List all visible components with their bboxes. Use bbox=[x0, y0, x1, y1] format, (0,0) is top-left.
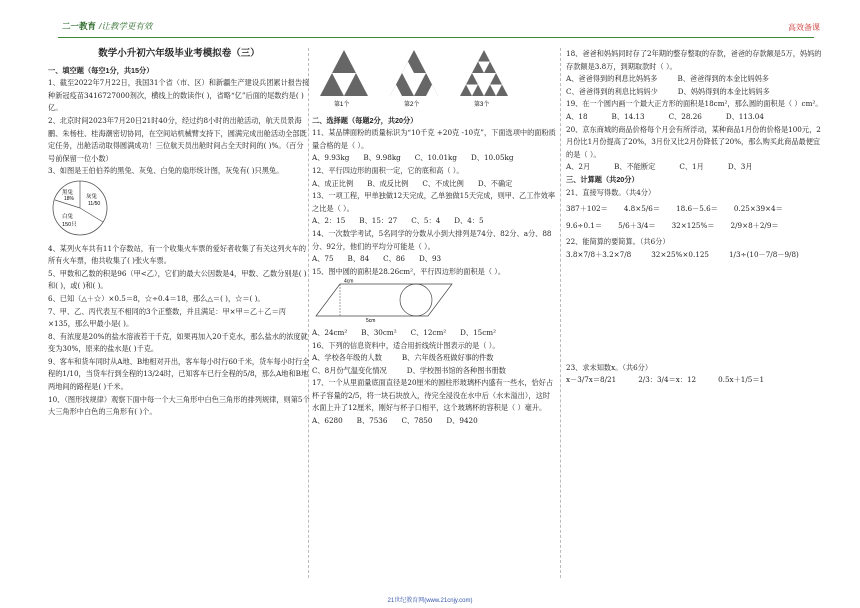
option: B、14.13 bbox=[611, 111, 645, 121]
option: A、成正比例 bbox=[312, 178, 354, 188]
pie-label-white: 白兔 bbox=[62, 213, 74, 220]
calc-item: 5/6＋3/4＝ bbox=[618, 220, 656, 230]
option: C、1月 bbox=[679, 162, 704, 172]
option: D、3月 bbox=[727, 162, 753, 172]
question-12: 12、平行四边形的面积一定，它的底和高（ ）。 bbox=[312, 165, 464, 175]
calc-item: 32×125%＝ bbox=[671, 220, 715, 230]
calc-item: 32×25%×0.125 bbox=[651, 249, 709, 259]
calc-item: 3.8×7/8＋3.2×7/8 bbox=[566, 249, 632, 259]
header-rule bbox=[58, 37, 814, 38]
option: C、5：4 bbox=[411, 216, 441, 226]
calc-item: 18.6－5.6＝ bbox=[676, 204, 718, 214]
dim-label-bottom: 5cm bbox=[366, 318, 376, 323]
question-13: 13、一项工程，甲单独做12天完成，乙单独做15天完成，则甲、乙工作效率之比是（ ）。 bbox=[312, 191, 556, 213]
option: D、不确定 bbox=[477, 178, 513, 188]
option: A、24cm² bbox=[312, 327, 348, 337]
option: B、30cm² bbox=[361, 327, 397, 337]
option: C、不成比例 bbox=[422, 178, 464, 188]
pie-label-gray: 灰兔 bbox=[86, 193, 98, 200]
option: A、学校各年级的人数 bbox=[312, 353, 382, 363]
calc-item: 387＋102＝ bbox=[566, 204, 608, 214]
option: A、9.93kg bbox=[312, 153, 350, 163]
triangle-pattern-figure bbox=[312, 48, 552, 110]
section-calc: 三、计算题（共20分） bbox=[566, 174, 639, 184]
option: D、15cm² bbox=[460, 327, 496, 337]
option: C、7850 bbox=[401, 416, 433, 426]
question-2: 2、北京时间2023年7月20日21时40分，经过约8小时的出舱活动，航天员景海鹏、朱杨柱、桂海潮密切协同，在空间站机械臂支持下，圆满完成出舱活动全部既定任务，出舱活动取得圆满成功！三位航天员出舱时间占全天时间的( )%。（百分号前保留一位小数） bbox=[48, 115, 307, 163]
calc-item: 9.6÷0.1＝ bbox=[566, 220, 603, 230]
option: C、8月份气温变化情况 bbox=[312, 365, 387, 375]
triangle-label-2: 第2个 bbox=[404, 102, 420, 108]
option: B、9.98kg bbox=[363, 153, 401, 163]
question-23: 23、求未知数x。（共6分） bbox=[566, 362, 653, 372]
question-7: 7、甲、乙、丙代表互不相同的3个正整数，并且满足：甲×甲＝乙＋乙＝丙×135，那么甲最小是( )。 bbox=[48, 306, 286, 329]
question-8: 8、有浓度是20%的盐水溶液若干千克，如果再加入20千克水，那么盐水的浓度就变为30%，原来的盐水是( )千克。 bbox=[48, 331, 308, 354]
question-10: 10、（图形找规律）观察下面中每一个大三角形中白色三角形的排列规律，则第5个大三角形中白色的三角形有( )个。 bbox=[48, 394, 310, 417]
calc3-row bbox=[566, 374, 824, 387]
options-13 bbox=[312, 215, 557, 228]
option: A、75 bbox=[312, 254, 334, 264]
option: B、六年级各班做好事的件数 bbox=[401, 353, 494, 363]
calc-item: 2/3：3/4＝x：12 bbox=[638, 375, 697, 385]
option: B、成反比例 bbox=[367, 178, 409, 188]
calc2-row bbox=[566, 249, 824, 262]
page-footer: 21世纪教育网(www.21cnjy.com) bbox=[387, 598, 473, 604]
option: D、4：5 bbox=[454, 216, 484, 226]
options-15 bbox=[312, 327, 557, 340]
question-18: 18、爸爸和妈妈同时存了2年期的整存整取的存款，爸爸的存款额是5万，妈妈的存款额是3.8万，到期取款时（ ）。 bbox=[566, 49, 822, 71]
option: C、12cm² bbox=[410, 327, 447, 337]
parallelogram-figure bbox=[312, 278, 462, 322]
question-4: 4、某列火车共有11个存数站，有一个收集火车票的爱好者收集了有关这列火车的所有火车票，他共收集了( )张火车票。 bbox=[48, 243, 307, 266]
options-16-a bbox=[312, 352, 557, 365]
page-title: 数学小升初六年级毕业考模拟卷（三） bbox=[98, 48, 260, 59]
option: B、不能断定 bbox=[614, 162, 656, 172]
calc-item: 0.5x＋1/5＝1 bbox=[718, 375, 765, 385]
option: B、84 bbox=[347, 254, 370, 264]
pie-chart bbox=[50, 178, 120, 238]
question-17: 17、一个从里面量底面直径是20厘米的圆柱形玻璃杯内盛有一些水，恰好占杯子容量的2/5，将一块石块放入，待完全浸没在水中后（水未溢出），这时水面上升了12厘米，刚好与杯子口相平，这个玻璃杯的容积是（ ）毫升。 bbox=[312, 378, 554, 413]
option: C、28.26 bbox=[668, 111, 702, 121]
header-tag: 高效备课 bbox=[788, 23, 820, 32]
column-divider bbox=[560, 48, 561, 578]
option: C、10.01kg bbox=[414, 153, 458, 163]
question-20: 20、京东商城的商品价格每个月会有所浮动，某种商品1月份的价格是100元，2月份比1月份提高了20%，3月份又比2月份降低了20%，那么购买此商品最便宜的是（ ）。 bbox=[566, 124, 821, 159]
pie-value-white: 150只 bbox=[62, 221, 77, 228]
question-9: 9、客车和货车同时从A地、B地相对开出，客车每小时行60千米，货车每小时行全程的1/10，当货车行到全程的13/24时，已知客车已行全程的5/8，那么A地和B地两地间的路程是( )千米。 bbox=[48, 356, 310, 392]
options-20 bbox=[566, 161, 824, 174]
option: A、6280 bbox=[312, 416, 343, 426]
option: A、爸爸得到的利息比妈妈多 bbox=[566, 74, 658, 84]
option: A、2月 bbox=[566, 162, 591, 172]
calc-row-1 bbox=[566, 203, 824, 216]
calc-row-2 bbox=[566, 220, 824, 233]
section-fill: 一、填空题（每空1分，共15分） bbox=[48, 65, 154, 75]
option: D、113.04 bbox=[725, 111, 764, 121]
pie-label-black: 黑兔 bbox=[62, 189, 74, 196]
question-21: 21、直接写得数。（共4分） bbox=[566, 187, 656, 197]
option: A、18 bbox=[566, 111, 588, 121]
column-3 bbox=[566, 48, 824, 387]
column-2 bbox=[312, 48, 557, 428]
option: C、86 bbox=[383, 254, 405, 264]
question-6: 6、已知（△＋☆）×0.5＝8，☆÷0.4＝18，那么△＝( )，☆＝( )。 bbox=[48, 293, 265, 303]
option: D、学校图书馆的各种图书册数 bbox=[406, 365, 506, 375]
option: B、7536 bbox=[356, 416, 388, 426]
section-choice: 二、选择题（每题2分，共20分） bbox=[312, 115, 418, 125]
options-11 bbox=[312, 152, 557, 165]
question-5: 5、甲数和乙数的积是96（甲<乙），它们的最大公因数是4，甲数、乙数分别是( )和( )，或( )和( )。 bbox=[48, 268, 307, 291]
option: B、15：27 bbox=[359, 216, 398, 226]
options-14 bbox=[312, 253, 557, 266]
dim-label-top: 4cm bbox=[344, 278, 354, 285]
question-11: 11、某品牌面粉的质量标识为“10千克 +20克 -10克”，下面选项中的面粉质量合格的是（ ）。 bbox=[312, 128, 556, 150]
option: D、妈妈得到的本金比妈妈多 bbox=[677, 86, 770, 96]
calc-item: x－3/7x＝8/21 bbox=[566, 375, 617, 385]
calc-item: 1/3÷(10－7/8－9/8) bbox=[728, 249, 799, 259]
question-15: 15、图中圆的面积是28.26cm²，平行四边形的面积是（ ）。 bbox=[312, 266, 506, 276]
calc-item: 2/9×8＋2/9＝ bbox=[730, 220, 779, 230]
option: D、9420 bbox=[446, 416, 478, 426]
triangle-label-1: 第1个 bbox=[334, 102, 350, 108]
question-1: 1、截至2022年7月22日，我国31个省（市、区）和新疆生产建设兵团累计报告接种新冠疫苗3416727000剂次，横线上的数读作( )，省略“亿”后面的尾数约是( )亿。 bbox=[48, 78, 310, 113]
question-19: 19、在一个圆内画一个最大正方形的面积是18cm²，那么圆的面积是（ ）cm²。 bbox=[566, 99, 823, 109]
option: B、爸爸得到的本金比妈妈多 bbox=[677, 74, 769, 84]
options-16-b bbox=[312, 365, 557, 378]
options-18-b bbox=[566, 86, 824, 99]
column-1 bbox=[48, 48, 310, 419]
option: D、93 bbox=[419, 254, 442, 264]
triangle-label-3: 第3个 bbox=[474, 102, 490, 108]
question-22: 22、能简算的要简算。（共6分） bbox=[566, 237, 670, 247]
page-header bbox=[0, 0, 860, 40]
calc-item: 4.8×5/6＝ bbox=[623, 204, 661, 214]
question-16: 16、下列的信息资料中，适合用折线统计图表示的是（ ）。 bbox=[312, 340, 500, 350]
option: C、爸爸得到的利息比妈妈少 bbox=[566, 86, 658, 96]
options-12 bbox=[312, 178, 557, 191]
brand-logo: 二一教育 /让教学更有效 bbox=[62, 21, 153, 31]
options-18-a bbox=[566, 73, 824, 86]
option: A、2：15 bbox=[312, 216, 346, 226]
options-17 bbox=[312, 415, 557, 428]
pie-pct-gray: 11/50 bbox=[88, 200, 101, 207]
question-3: 3、如图是王伯伯养的黑兔、灰兔、白兔的扇形统计图，灰兔有( )只黑兔。 bbox=[48, 166, 284, 176]
option: D、10.05kg bbox=[471, 153, 514, 163]
pie-pct-black: 18% bbox=[64, 195, 75, 202]
question-14: 14、一次数学考试，5名同学的分数从小到大排列是74分、82分、a分、88分、92分，他们的平均分可能是（ ）。 bbox=[312, 228, 552, 251]
options-19 bbox=[566, 111, 824, 124]
calc-item: 0.25×39×4＝ bbox=[733, 204, 783, 214]
